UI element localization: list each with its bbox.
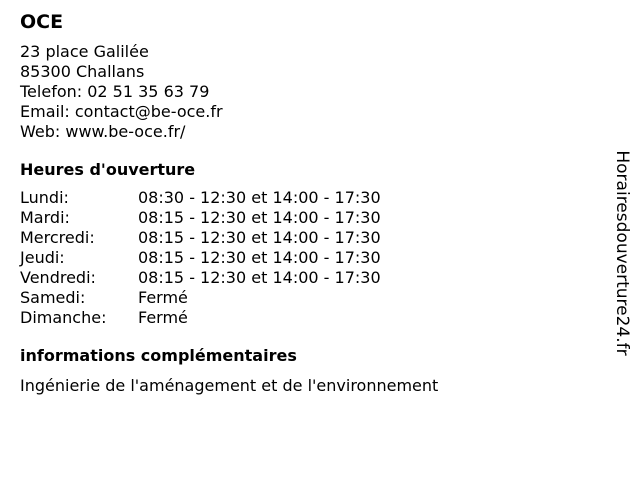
address-street: 23 place Galilée [20,42,149,61]
address-city: 85300 Challans [20,62,145,81]
day-hours: Fermé [138,308,188,327]
day-hours: 08:15 - 12:30 et 14:00 - 17:30 [138,228,381,247]
hours-row-tuesday [20,208,590,228]
email-line: Email: contact@be-oce.fr [20,102,223,121]
day-label: Vendredi: [20,268,96,287]
day-hours: 08:15 - 12:30 et 14:00 - 17:30 [138,248,381,267]
day-label: Dimanche: [20,308,107,327]
business-card [20,10,590,396]
day-label: Mercredi: [20,228,95,247]
hours-row-sunday [20,308,590,328]
hours-row-monday [20,188,590,208]
hours-table [20,188,590,328]
day-label: Mardi: [20,208,70,227]
day-hours: 08:30 - 12:30 et 14:00 - 17:30 [138,188,381,207]
hours-row-thursday [20,248,590,268]
hours-row-friday [20,268,590,288]
info-title: informations complémentaires [20,346,297,365]
watermark-text: Horairesdouverture24.fr [612,150,632,356]
hours-title: Heures d'ouverture [20,160,196,179]
hours-row-saturday [20,288,590,308]
phone-line: Telefon: 02 51 35 63 79 [20,82,210,101]
day-hours: Fermé [138,288,188,307]
day-hours: 08:15 - 12:30 et 14:00 - 17:30 [138,268,381,287]
web-line: Web: www.be-oce.fr/ [20,122,186,141]
day-label: Samedi: [20,288,86,307]
info-text: Ingénierie de l'aménagement et de l'environnement [20,376,439,395]
day-label: Jeudi: [20,248,65,267]
day-label: Lundi: [20,188,69,207]
hours-row-wednesday [20,228,590,248]
day-hours: 08:15 - 12:30 et 14:00 - 17:30 [138,208,381,227]
company-name: OCE [20,11,64,33]
